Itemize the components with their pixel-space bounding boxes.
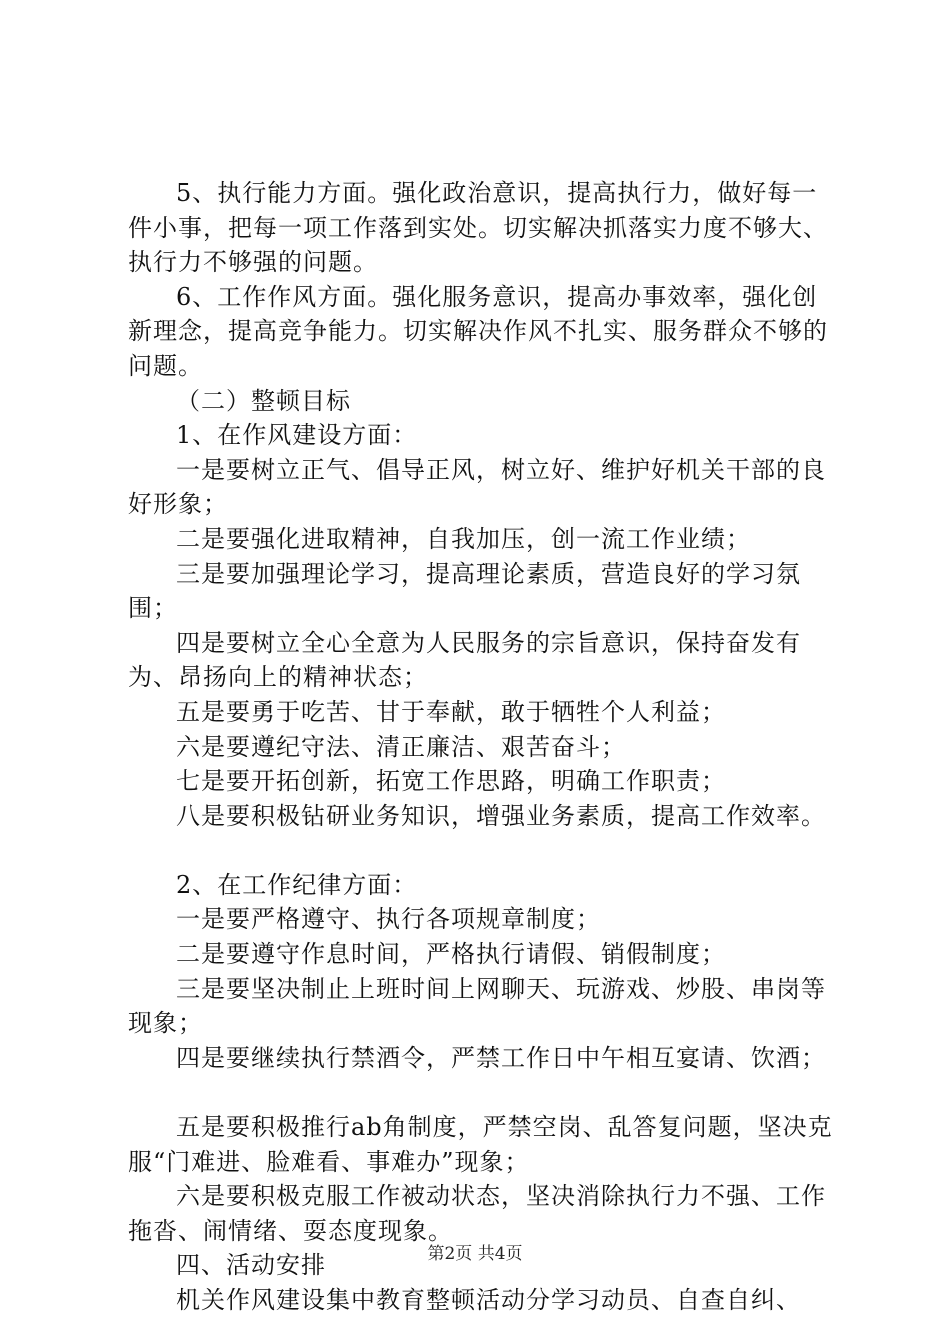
subheading-work-discipline: 2、在工作纪律方面： bbox=[176, 870, 418, 899]
list-item-style-5: 五是要勇于吃苦、甘于奉献，敢于牺牲个人利益； bbox=[176, 697, 726, 726]
list-item-discipline-4: 四是要继续执行禁酒令，严禁工作日中午相互宴请、饮酒； bbox=[176, 1043, 826, 1072]
list-item-style-6: 六是要遵纪守法、清正廉洁、艰苦奋斗； bbox=[176, 732, 626, 761]
section-heading-rectification-goals: （二）整顿目标 bbox=[176, 386, 351, 415]
list-item-style-3: 三是要加强理论学习，提高理论素质，营造良好的学习氛围； bbox=[128, 559, 801, 623]
list-item-style-4: 四是要树立全心全意为人民服务的宗旨意识，保持奋发有为、昂扬向上的精神状态； bbox=[128, 628, 801, 692]
list-item-style-8: 八是要积极钻研业务知识，增强业务素质，提高工作效率。 bbox=[176, 801, 826, 830]
list-item-discipline-6: 六是要积极克服工作被动状态，坚决消除执行力不强、工作拖沓、闹情绪、耍态度现象。 bbox=[128, 1182, 826, 1245]
document-body bbox=[128, 176, 840, 1318]
list-item-style-2: 二是要强化进取精神，自我加压，创一流工作业绩； bbox=[176, 524, 751, 553]
section-heading-activity-arrangement: 四、活动安排 bbox=[176, 1251, 326, 1280]
page-number-footer: 第2页 共4页 bbox=[427, 1244, 523, 1264]
list-item-discipline-2: 二是要遵守作息时间，严格执行请假、销假制度； bbox=[176, 940, 726, 969]
subheading-style-construction: 1、在作风建设方面： bbox=[176, 421, 418, 450]
paragraph-work-style: 6、工作作风方面。强化服务意识，提高办事效率，强化创新理念，提高竞争能力。切实解决作风不扎实、服务群众不够的问题。 bbox=[128, 282, 828, 380]
paragraph-activity-phases: 机关作风建设集中教育整顿活动分学习动员、自查自纠、 bbox=[176, 1286, 801, 1314]
list-item-style-1: 一是要树立正气、倡导正风，树立好、维护好机关干部的良好形象； bbox=[128, 455, 826, 519]
list-item-style-7: 七是要开拓创新，拓宽工作思路，明确工作职责； bbox=[176, 767, 726, 796]
list-item-discipline-3: 三是要坚决制止上班时间上网聊天、玩游戏、炒股、串岗等现象； bbox=[128, 974, 826, 1038]
list-item-discipline-1: 一是要严格遵守、执行各项规章制度； bbox=[176, 905, 601, 934]
paragraph-execution-ability: 5、执行能力方面。强化政治意识，提高执行力，做好每一件小事，把每一项工作落到实处。切实解决抓落实力度不够大、执行力不够强的问题。 bbox=[128, 179, 828, 277]
list-item-discipline-5: 五是要积极推行ab角制度，严禁空岗、乱答复问题，坚决克服“门难进、脸难看、事难办”现象； bbox=[128, 1113, 833, 1176]
